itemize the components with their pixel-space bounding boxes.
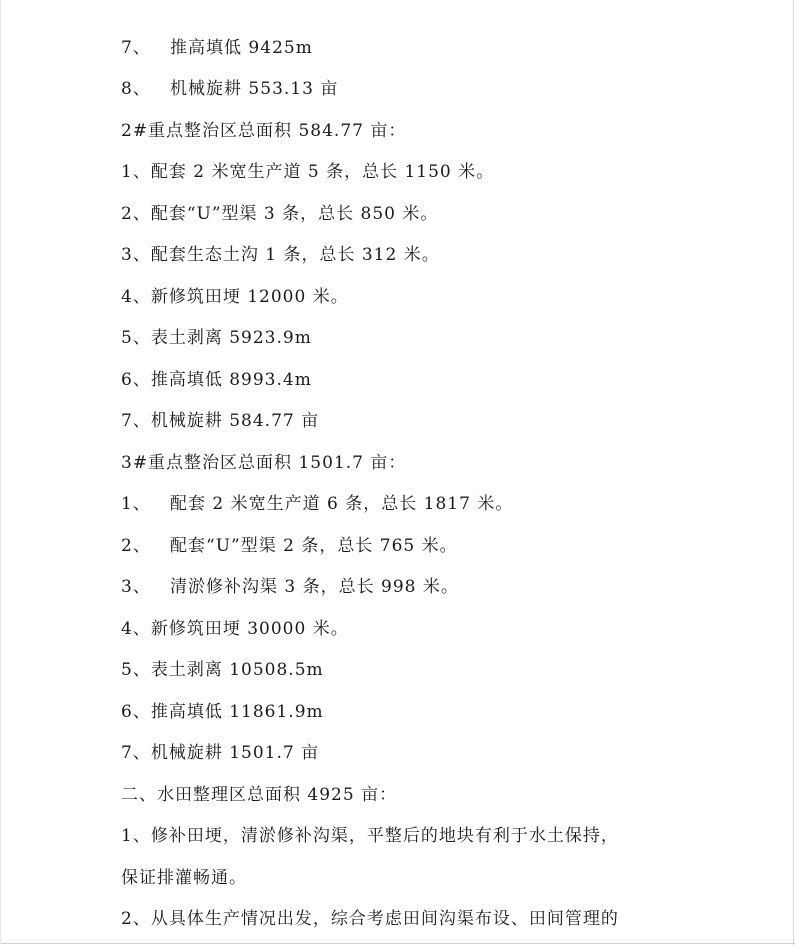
document-line: 4、新修筑田埂 12000 米。 bbox=[121, 287, 349, 307]
document-line: 7、机械旋耕 1501.7 亩 bbox=[121, 743, 320, 763]
document-line: 5、表土剥离 5923.9m bbox=[121, 328, 312, 348]
document-line: 6、推高填低 11861.9m bbox=[121, 702, 324, 722]
section-heading: 3#重点整治区总面积 1501.7 亩： bbox=[121, 453, 407, 473]
document-line: 8、 机械旋耕 553.13 亩 bbox=[121, 79, 339, 99]
document-line: 1、修补田埂，清淤修补沟渠，平整后的地块有利于水土保持， bbox=[121, 826, 619, 846]
document-line: 2、配套“U”型渠 3 条，总长 850 米。 bbox=[121, 204, 439, 224]
document-line: 7、 推高填低 9425m bbox=[121, 38, 313, 58]
document-line: 5、表土剥离 10508.5m bbox=[121, 660, 324, 680]
page-bottom-divider bbox=[1, 943, 795, 944]
document-line: 3、配套生态土沟 1 条，总长 312 米。 bbox=[121, 245, 440, 265]
document-line: 3、 清淤修补沟渠 3 条，总长 998 米。 bbox=[121, 577, 459, 597]
document-line: 1、配套 2 米宽生产道 5 条，总长 1150 米。 bbox=[121, 162, 495, 182]
document-line: 2、 配套“U”型渠 2 条，总长 765 米。 bbox=[121, 536, 458, 556]
document-line: 4、新修筑田埂 30000 米。 bbox=[121, 619, 349, 639]
section-heading: 2#重点整治区总面积 584.77 亩： bbox=[121, 121, 407, 141]
document-line: 1、 配套 2 米宽生产道 6 条，总长 1817 米。 bbox=[121, 494, 514, 514]
document-line: 2、从具体生产情况出发，综合考虑田间沟渠布设、田间管理的 bbox=[121, 909, 619, 929]
section-heading: 二、水田整理区总面积 4925 亩： bbox=[121, 785, 398, 805]
document-line: 6、推高填低 8993.4m bbox=[121, 370, 312, 390]
document-line: 7、机械旋耕 584.77 亩 bbox=[121, 411, 320, 431]
document-line: 保证排灌畅通。 bbox=[121, 868, 247, 888]
